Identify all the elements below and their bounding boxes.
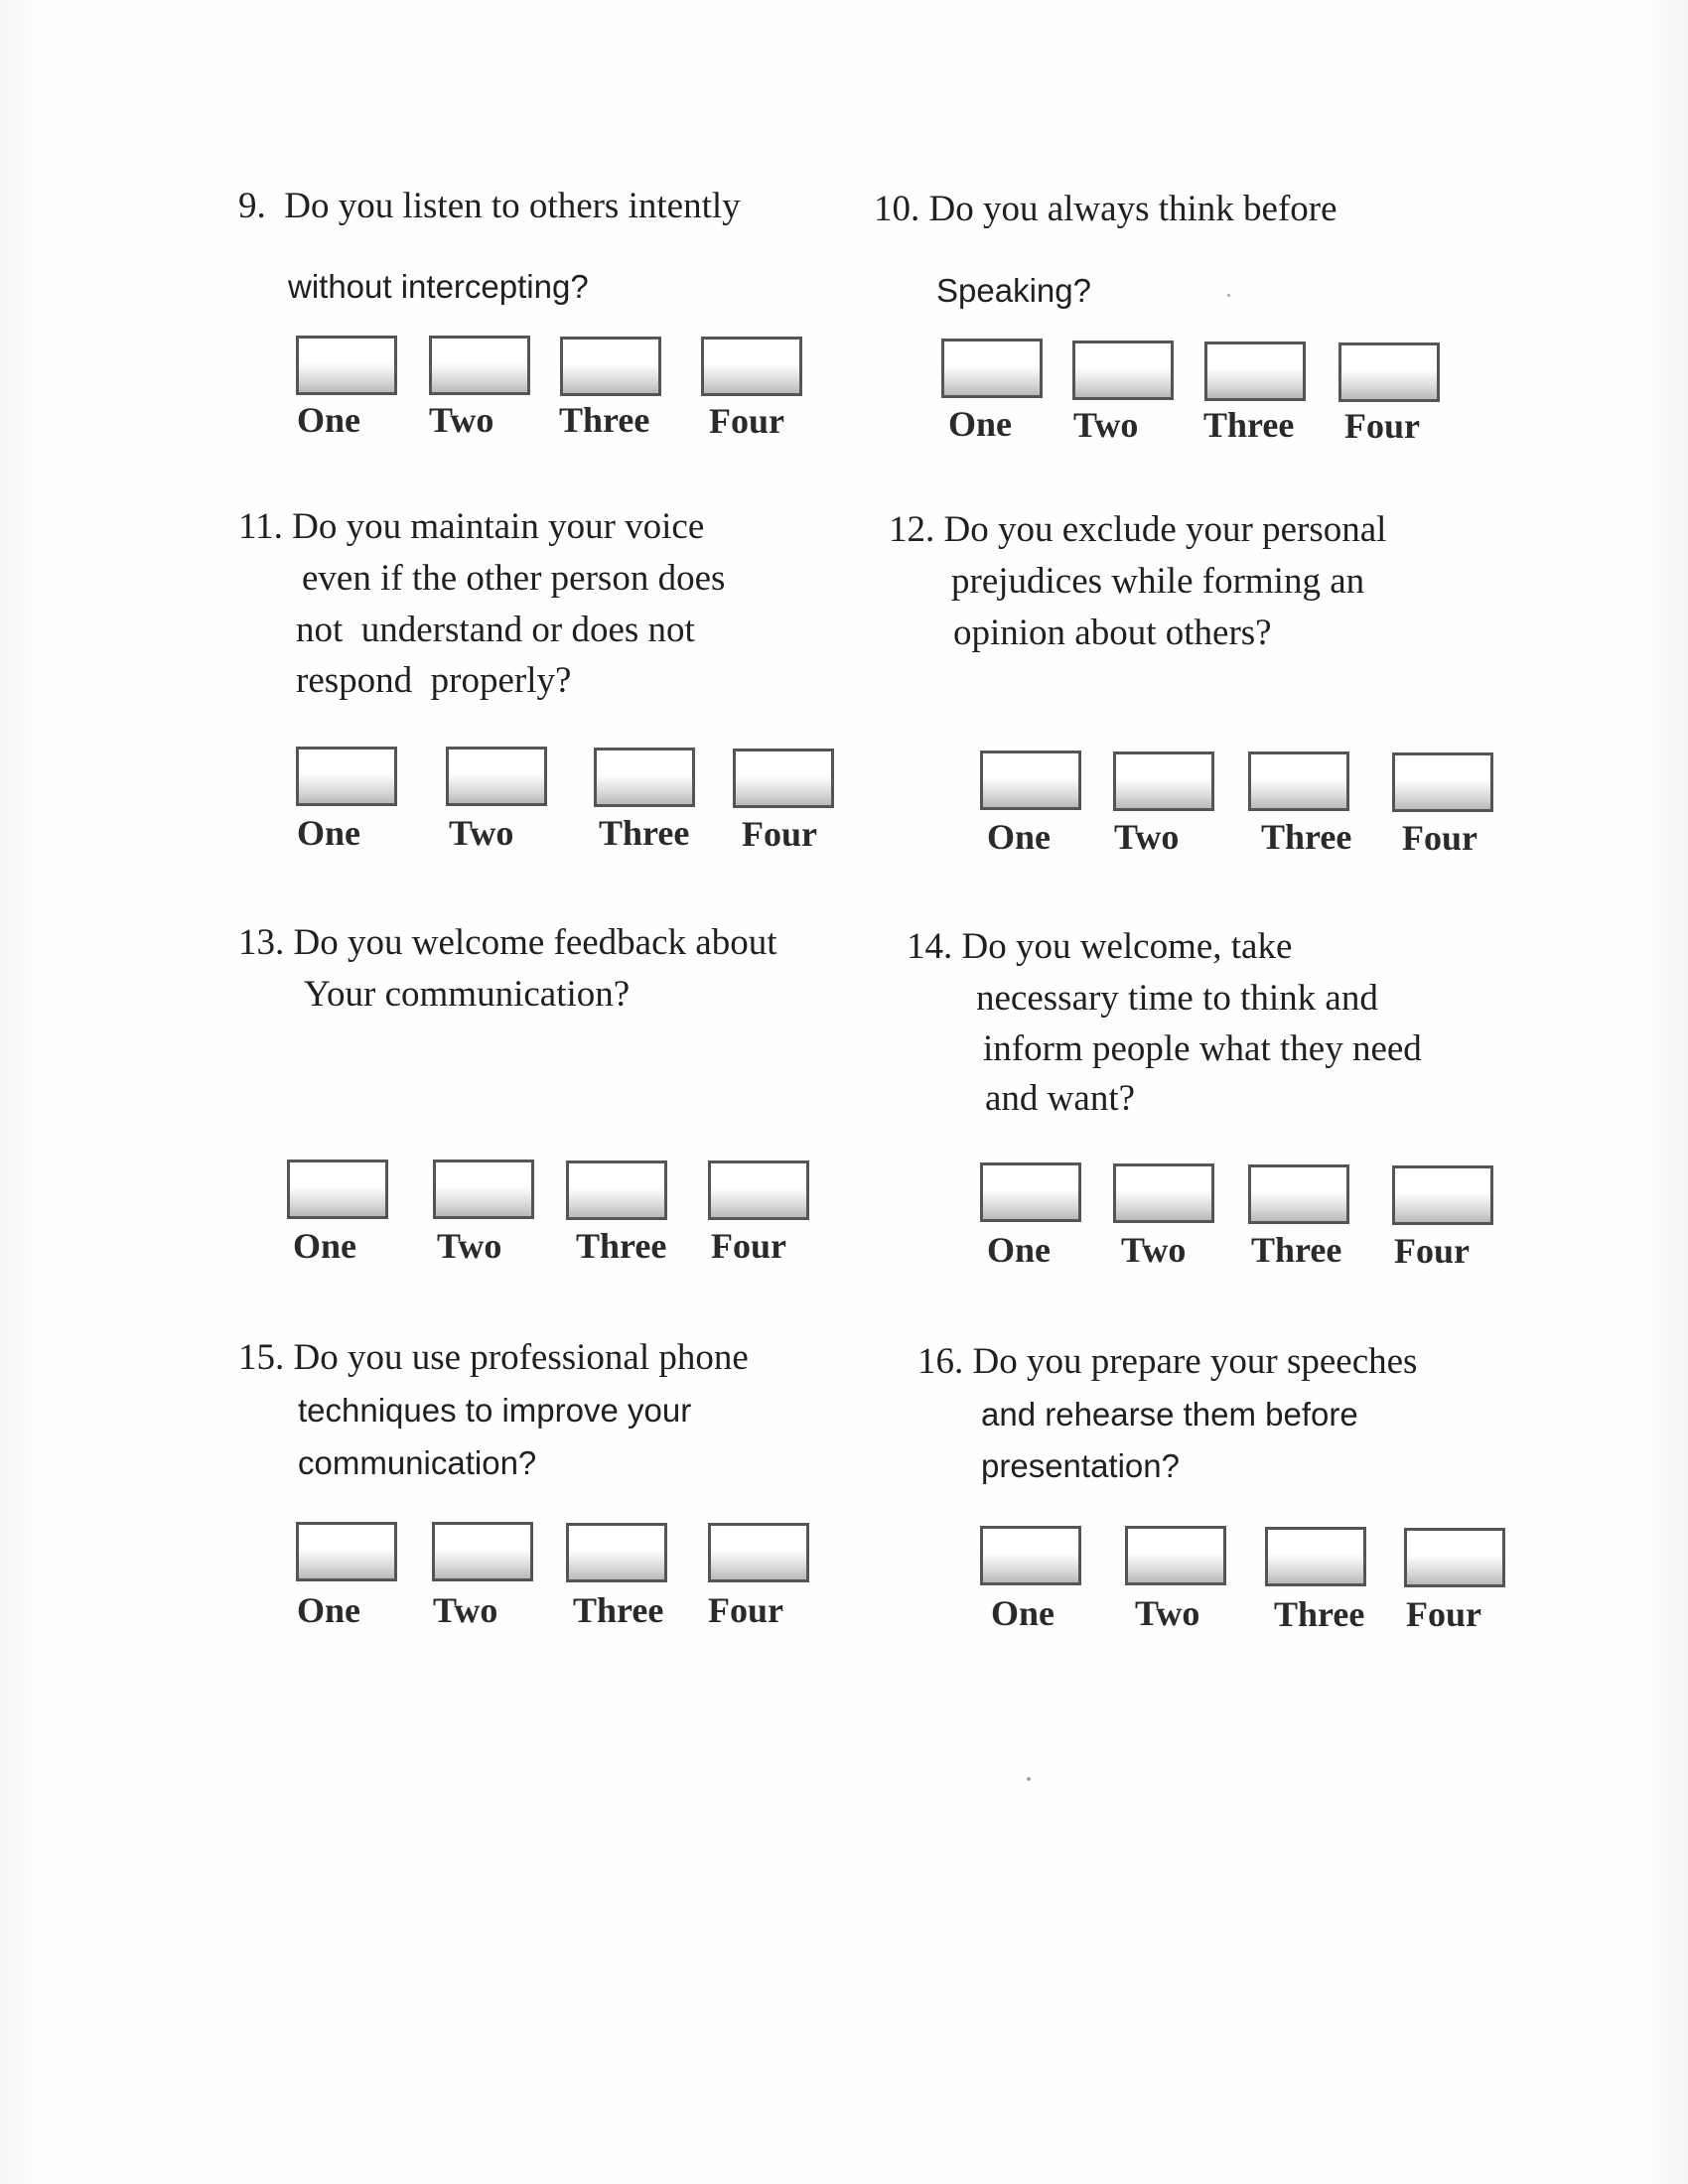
q13-option-three-box[interactable] — [566, 1160, 667, 1220]
question-11-line-3: not understand or does not — [296, 610, 695, 650]
q14-option-four-box[interactable] — [1392, 1165, 1493, 1225]
q9-option-two-box[interactable] — [429, 336, 530, 395]
q10-option-four-box[interactable] — [1338, 342, 1440, 402]
q13-label-two: Two — [437, 1226, 502, 1266]
question-12-line-3: opinion about others? — [953, 613, 1272, 653]
q16-label-three: Three — [1274, 1594, 1365, 1634]
q15-label-four: Four — [708, 1590, 783, 1630]
q9-option-three-box[interactable] — [560, 337, 661, 396]
q13-option-two-box[interactable] — [433, 1160, 534, 1219]
q12-label-one: One — [987, 817, 1052, 857]
q10-option-two-box[interactable] — [1072, 341, 1174, 400]
q9-label-four: Four — [709, 401, 784, 441]
q10-label-two: Two — [1073, 405, 1139, 445]
question-11-line-1: 11. Do you maintain your voice — [238, 506, 705, 547]
q14-label-three: Three — [1251, 1230, 1342, 1270]
q14-label-four: Four — [1394, 1231, 1470, 1271]
q12-label-three: Three — [1261, 817, 1352, 857]
q13-label-one: One — [293, 1226, 357, 1266]
q11-option-one-box[interactable] — [296, 747, 397, 806]
q16-option-three-box[interactable] — [1265, 1527, 1366, 1586]
question-16-line-2: and rehearse them before — [981, 1396, 1358, 1433]
q11-label-four: Four — [742, 814, 817, 854]
q15-option-one-box[interactable] — [296, 1522, 397, 1581]
q16-option-one-box[interactable] — [980, 1526, 1081, 1585]
question-11-line-4: respond properly? — [296, 660, 572, 701]
q10-label-four: Four — [1344, 406, 1420, 446]
q10-option-one-box[interactable] — [941, 339, 1043, 398]
q12-label-two: Two — [1114, 817, 1180, 857]
q16-label-one: One — [991, 1593, 1055, 1633]
scan-speck — [1027, 1777, 1031, 1781]
q14-option-two-box[interactable] — [1113, 1163, 1214, 1223]
q14-label-two: Two — [1121, 1230, 1187, 1270]
question-9-line-2: without intercepting? — [288, 268, 589, 305]
q12-option-four-box[interactable] — [1392, 752, 1493, 812]
question-13-line-2: Your communication? — [304, 974, 631, 1015]
q15-label-two: Two — [433, 1590, 498, 1630]
q9-option-one-box[interactable] — [296, 336, 397, 395]
q12-option-one-box[interactable] — [980, 751, 1081, 810]
question-14-line-4: and want? — [985, 1078, 1136, 1119]
q13-option-four-box[interactable] — [708, 1160, 809, 1220]
q11-label-two: Two — [449, 813, 514, 853]
q10-option-three-box[interactable] — [1204, 341, 1306, 401]
question-12-line-1: 12. Do you exclude your personal — [889, 509, 1387, 550]
q15-label-three: Three — [573, 1590, 664, 1630]
q11-option-two-box[interactable] — [446, 747, 547, 806]
q16-label-two: Two — [1135, 1593, 1200, 1633]
q13-option-one-box[interactable] — [287, 1160, 388, 1219]
q11-label-three: Three — [599, 813, 690, 853]
q9-option-four-box[interactable] — [701, 337, 802, 396]
q11-option-three-box[interactable] — [594, 748, 695, 807]
scan-speck — [1227, 294, 1230, 297]
q14-option-three-box[interactable] — [1248, 1164, 1349, 1224]
q15-option-two-box[interactable] — [432, 1522, 533, 1581]
q16-option-four-box[interactable] — [1404, 1528, 1505, 1587]
question-15-line-2: techniques to improve your — [298, 1392, 692, 1429]
q14-label-one: One — [987, 1230, 1052, 1270]
q10-label-one: One — [948, 404, 1013, 444]
question-16-line-3: presentation? — [981, 1447, 1180, 1484]
q13-label-four: Four — [711, 1226, 786, 1266]
q15-option-four-box[interactable] — [708, 1523, 809, 1582]
question-11-line-2: even if the other person does — [302, 558, 726, 599]
question-14-line-1: 14. Do you welcome, take — [907, 926, 1293, 967]
q13-label-three: Three — [576, 1226, 667, 1266]
q16-label-four: Four — [1406, 1594, 1481, 1634]
q12-label-four: Four — [1402, 818, 1477, 858]
question-12-line-2: prejudices while forming an — [951, 561, 1365, 602]
question-15-line-3: communication? — [298, 1444, 537, 1481]
q9-label-two: Two — [429, 400, 494, 440]
q15-option-three-box[interactable] — [566, 1523, 667, 1582]
q12-option-three-box[interactable] — [1248, 751, 1349, 811]
question-15-line-1: 15. Do you use professional phone — [238, 1337, 749, 1378]
question-10-line-2: Speaking? — [936, 272, 1091, 309]
question-14-line-2: necessary time to think and — [976, 978, 1378, 1019]
q16-option-two-box[interactable] — [1125, 1526, 1226, 1585]
question-14-line-3: inform people what they need — [983, 1028, 1422, 1069]
question-16-line-1: 16. Do you prepare your speeches — [917, 1341, 1418, 1382]
q12-option-two-box[interactable] — [1113, 751, 1214, 811]
question-9-line-1: 9. Do you listen to others intently — [238, 186, 741, 226]
q14-option-one-box[interactable] — [980, 1162, 1081, 1222]
q15-label-one: One — [297, 1590, 361, 1630]
question-13-line-1: 13. Do you welcome feedback about — [238, 922, 777, 963]
q9-label-one: One — [297, 400, 361, 440]
q11-label-one: One — [297, 813, 361, 853]
q11-option-four-box[interactable] — [733, 749, 834, 808]
question-10-line-1: 10. Do you always think before — [874, 189, 1337, 229]
q10-label-three: Three — [1203, 405, 1295, 445]
q9-label-three: Three — [559, 400, 650, 440]
